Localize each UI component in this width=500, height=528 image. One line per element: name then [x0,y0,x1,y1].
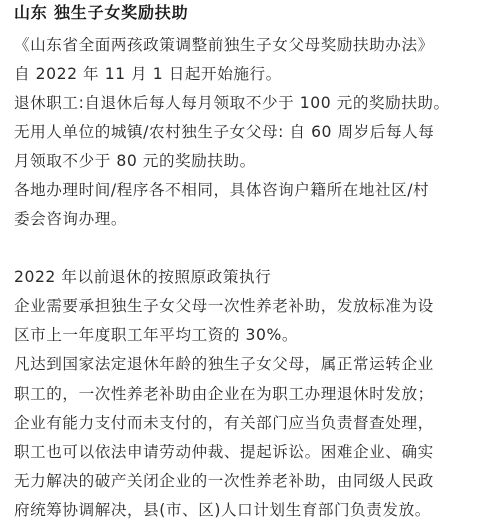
text-line: 职工也可以依法申请劳动仲裁、提起诉讼。困难企业、确实 [14,443,434,461]
text-line: 无力解决的破产关闭企业的一次性养老补助，由同级人民政 [14,472,434,490]
text-line: 府统筹协调解决，县(市、区)人口计划生育部门负责发放。 [14,501,431,519]
text-line: 凡达到国家法定退休年龄的独生子女父母，属正常运转企业 [14,355,434,373]
text-line: 企业需要承担独生子女父母一次性养老补助，发放标准为设 [14,297,434,315]
text-line: 无用人单位的城镇/农村独生子女父母: 自 60 周岁后每人每 [14,123,435,141]
text-line: 退休职工:自退休后每人每月领取不少于 100 元的奖励扶助。 [14,94,450,112]
text-line: 自 2022 年 11 月 1 日起开始施行。 [14,65,282,83]
text-line: 委会咨询办理。 [14,210,128,228]
text-line: 月领取不少于 80 元的奖励扶助。 [14,152,256,170]
section-heading: 2022 年以前退休的按照原政策执行 [14,268,272,286]
text-line: 各地办理时间/程序各不相同，具体咨询户籍所在地社区/村 [14,181,430,199]
text-line: 企业有能力支付而未支付的，有关部门应当负责督查处理， [14,414,434,432]
document-title: 山东 独生子女奖励扶助 [14,3,189,22]
text-line: 《山东省全面两孩政策调整前独生子女父母奖励扶助办法》 [14,36,434,54]
text-line: 区市上一年度职工年平均工资的 30%。 [14,326,298,344]
text-line: 职工的，一次性养老补助由企业在为职工办理退休时发放； [14,385,434,403]
